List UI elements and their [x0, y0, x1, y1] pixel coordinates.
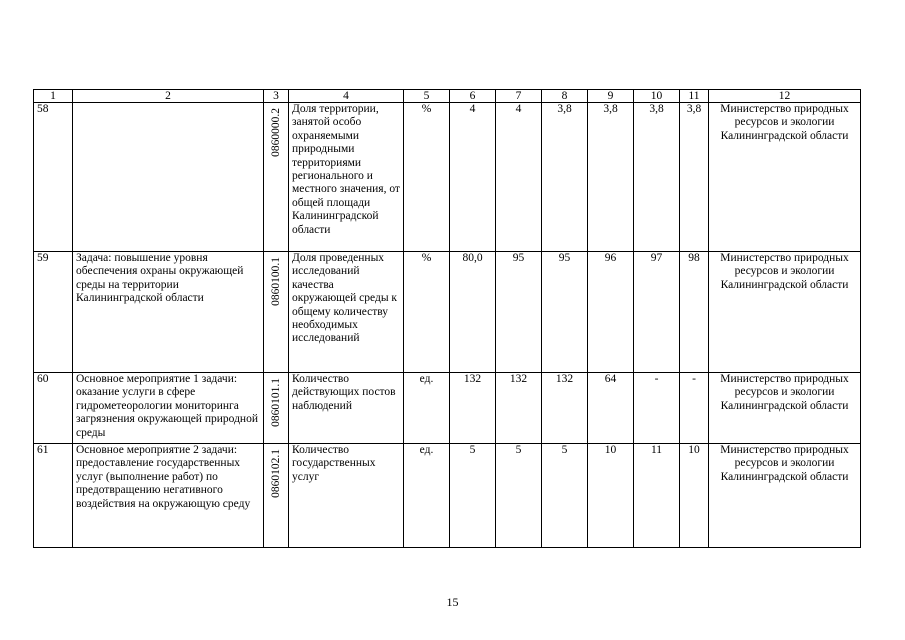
value-cell: 132: [450, 373, 496, 444]
value-cell: 3,8: [634, 103, 680, 252]
value-cell: 4: [450, 103, 496, 252]
table-row: [34, 444, 861, 548]
task-cell: Основное мероприятие 1 задачи: оказание услуги в сфере гидрометеорологии мониторинга загрязнения окружающей природной среды: [73, 373, 264, 444]
header-cell: 2: [73, 90, 264, 103]
header-cell: 9: [588, 90, 634, 103]
indicator-cell: Доля проведенных исследований качества окружающей среды к общему количеству необходимых исследований: [289, 252, 404, 373]
value-cell: 10: [680, 444, 709, 548]
value-cell: 80,0: [450, 252, 496, 373]
value-cell: 97: [634, 252, 680, 373]
table-row: [34, 373, 861, 444]
value-cell: 3,8: [588, 103, 634, 252]
value-cell: 98: [680, 252, 709, 373]
code-text: 0860102.1: [270, 449, 282, 498]
ministry-cell: Министерство природных ресурсов и экологии Калининградской области: [709, 103, 861, 252]
row-number: 58: [34, 103, 73, 252]
code-cell: [264, 103, 289, 252]
header-cell: 8: [542, 90, 588, 103]
header-cell: 12: [709, 90, 861, 103]
unit-cell: %: [404, 252, 450, 373]
header-cell: 6: [450, 90, 496, 103]
header-cell: 4: [289, 90, 404, 103]
task-cell: Основное мероприятие 2 задачи: предоставление государственных услуг (выполнение работ) по предотвращению негативного воздействия на окружающую среду: [73, 444, 264, 548]
value-cell: 132: [542, 373, 588, 444]
ministry-cell: Министерство природных ресурсов и экологии Калининградской области: [709, 252, 861, 373]
table-header-row: [34, 90, 861, 103]
header-cell: 7: [496, 90, 542, 103]
page-number: 15: [446, 595, 459, 609]
value-cell: -: [634, 373, 680, 444]
row-number: 59: [34, 252, 73, 373]
code-text: 0860000.2: [270, 108, 282, 157]
indicator-table: [33, 89, 861, 548]
indicator-cell: Количество действующих постов наблюдений: [289, 373, 404, 444]
code-text: 0860100.1: [270, 257, 282, 306]
value-cell: 132: [496, 373, 542, 444]
value-cell: 95: [542, 252, 588, 373]
indicator-cell: Доля территории, занятой особо охраняемыми природными территориями регионального и местного значения, от общей площади Калининградской области: [289, 103, 404, 252]
value-cell: -: [680, 373, 709, 444]
table-row: [34, 103, 861, 252]
header-cell: 5: [404, 90, 450, 103]
value-cell: 95: [496, 252, 542, 373]
header-cell: 11: [680, 90, 709, 103]
code-cell: [264, 373, 289, 444]
code-cell: [264, 252, 289, 373]
value-cell: 11: [634, 444, 680, 548]
header-cell: 1: [34, 90, 73, 103]
value-cell: 3,8: [542, 103, 588, 252]
header-cell: 3: [264, 90, 289, 103]
unit-cell: ед.: [404, 444, 450, 548]
value-cell: 5: [450, 444, 496, 548]
header-cell: 10: [634, 90, 680, 103]
task-cell: Задача: повышение уровня обеспечения охраны окружающей среды на территории Калининградской области: [73, 252, 264, 373]
ministry-cell: Министерство природных ресурсов и экологии Калининградской области: [709, 444, 861, 548]
ministry-cell: Министерство природных ресурсов и экологии Калининградской области: [709, 373, 861, 444]
value-cell: 5: [542, 444, 588, 548]
indicator-cell: Количество государственных услуг: [289, 444, 404, 548]
code-cell: [264, 444, 289, 548]
value-cell: 10: [588, 444, 634, 548]
row-number: 60: [34, 373, 73, 444]
code-text: 0860101.1: [270, 378, 282, 427]
value-cell: 64: [588, 373, 634, 444]
value-cell: 5: [496, 444, 542, 548]
value-cell: 3,8: [680, 103, 709, 252]
row-number: 61: [34, 444, 73, 548]
table-row: [34, 252, 861, 373]
task-cell: [73, 103, 264, 252]
value-cell: 4: [496, 103, 542, 252]
unit-cell: ед.: [404, 373, 450, 444]
unit-cell: %: [404, 103, 450, 252]
value-cell: 96: [588, 252, 634, 373]
